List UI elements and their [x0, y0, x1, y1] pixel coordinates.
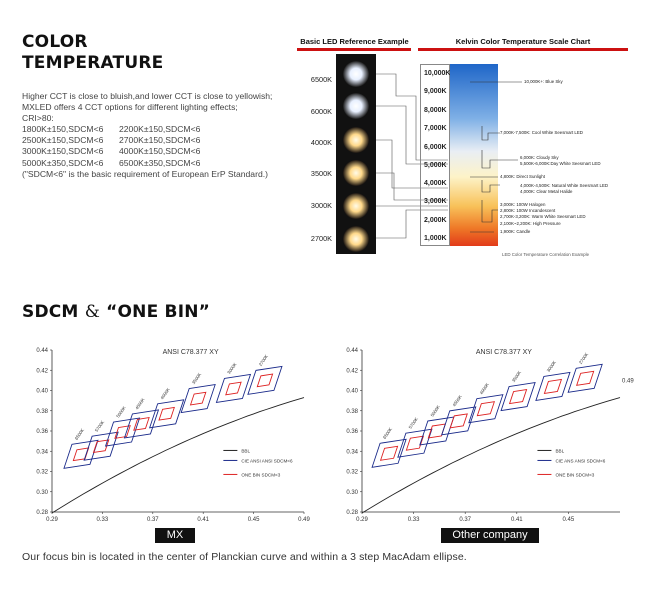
- note-cloudy-sky: 6,000K: Cloudy Sky: [520, 155, 559, 160]
- led-2700k-glow: [343, 226, 369, 252]
- x-tick-label: 0.37: [146, 517, 159, 523]
- scale-7000k: 7,000K: [424, 125, 447, 132]
- scale-9000k: 9,000K: [424, 88, 447, 95]
- erp-footnote: ("SDCM<6" is the basic requirement of European ErP Standard.): [22, 168, 268, 179]
- title-line-2: TEMPERATURE: [22, 53, 164, 73]
- spec-cell: 6500K±350,SDCM<6: [119, 157, 201, 168]
- ansi-bin-quad: [398, 429, 432, 457]
- ansi-bin-quad: [372, 439, 406, 467]
- chart-mx: [30, 340, 320, 530]
- bin-label: 4500K: [134, 397, 146, 411]
- ansi-bin-quad: [106, 418, 140, 446]
- bracket-line: [482, 200, 498, 222]
- onebin-quad: [191, 392, 206, 405]
- kelvin-title: Kelvin Color Temperature Scale Chart: [455, 37, 591, 46]
- desc-line: MXLED offers 4 CCT options for different lighting effects;: [22, 102, 238, 113]
- led-strip: [336, 54, 376, 254]
- badge-mx: MX: [155, 528, 195, 543]
- spec-cell: 2200K±150,SDCM<6: [119, 124, 201, 134]
- bin-label: 4000K: [478, 382, 490, 396]
- extra-axis-label: 0.49: [622, 378, 634, 385]
- color-temperature-title: [22, 32, 163, 74]
- onebin-quad: [577, 371, 594, 385]
- y-tick-label: 0.40: [36, 388, 48, 395]
- sdcm-title: [22, 302, 210, 323]
- ansi-bin-quad: [84, 432, 118, 460]
- ansi-bin-quad: [501, 383, 535, 411]
- bin-label: 5700K: [93, 419, 106, 433]
- ansi-bin-quad: [420, 417, 454, 445]
- spec-row: [22, 135, 268, 146]
- note-cool-white: 7,000K-7,500K: Cool White Seesmart LED: [500, 130, 583, 135]
- led-3500k-glow: [343, 160, 369, 186]
- kelvin-caption: LED Color Temperature Correlation Example: [502, 252, 590, 257]
- led-label-6000k: 6000K: [310, 107, 332, 116]
- bin-label: 3500K: [510, 369, 523, 384]
- ansi-bin-quad: [248, 366, 282, 394]
- y-tick-label: 0.44: [346, 348, 358, 354]
- note-natural-white: 4,000K-4,500K: Natural White Seesmart LED: [520, 183, 609, 188]
- ansi-bin-quad: [442, 407, 476, 435]
- note-incandescent: 2,800K: 100W Incandescent: [500, 208, 556, 213]
- ansi-bin-quad: [150, 400, 184, 428]
- sdcm-title-amp: &: [84, 302, 101, 322]
- scale-6000k: 6,000K: [424, 144, 447, 151]
- onebin-quad: [510, 390, 527, 404]
- bin-label: 6500K: [73, 427, 86, 441]
- led-label-4000k: 4000K: [310, 138, 332, 147]
- note-halogen: 3,000K: 100W Halogen: [500, 202, 546, 207]
- bin-label: 4500K: [451, 394, 463, 408]
- bin-label: 3500K: [190, 371, 203, 386]
- spec-cell: 4000K±150,SDCM<6: [119, 146, 201, 157]
- legend-label-onebin: ONE BIN SDCM<3: [555, 472, 595, 478]
- bin-label: 5700K: [407, 416, 419, 430]
- ansi-bin-quad: [216, 374, 250, 402]
- bracket-line: [482, 180, 500, 192]
- spec-cell: 2700K±150,SDCM<6: [119, 135, 201, 146]
- reference-underline: [297, 48, 411, 51]
- led-label-6500k: 6500K: [310, 75, 332, 84]
- spec-cell: 2500K±150,SDCM<6: [22, 135, 104, 146]
- bbl-curve: [52, 398, 304, 513]
- bracket-line: [482, 126, 500, 140]
- x-tick-label: 0.33: [407, 517, 420, 523]
- x-tick-label: 0.41: [197, 517, 210, 523]
- spec-row: [22, 158, 268, 169]
- description: [22, 91, 302, 125]
- ansi-bin-quad: [124, 410, 158, 438]
- desc-line: CRI>80:: [22, 113, 54, 124]
- spec-cell: 5000K±350,SDCM<6: [22, 157, 104, 168]
- sdcm-title-b: “ONE BIN”: [106, 302, 211, 322]
- scale-2000k: 2,000K: [424, 217, 447, 224]
- x-tick-label: 0.33: [96, 517, 109, 523]
- ansi-bin-quad: [64, 440, 98, 468]
- x-tick-label: 0.41: [510, 517, 523, 523]
- reference-title: Basic LED Reference Example: [300, 37, 409, 46]
- ansi-bin-quad: [469, 395, 503, 423]
- y-tick-label: 0.28: [346, 510, 358, 516]
- sdcm-title-a: SDCM: [22, 302, 79, 322]
- spec-cell: 3000K±150,SDCM<6: [22, 146, 104, 157]
- led-label-3500k: 3500K: [310, 169, 332, 178]
- note-blue-sky: 10,000K+: Blue Sky: [524, 79, 563, 84]
- note-day-white: 5,500K-6,000K:Day White Seesmart LED: [520, 161, 601, 166]
- led-3000k-glow: [343, 193, 369, 219]
- led-4000k-glow: [343, 127, 369, 153]
- x-tick-label: 0.37: [459, 517, 472, 523]
- note-candle: 1,900K: Candle: [500, 229, 531, 234]
- ansi-bin-quad: [568, 364, 602, 392]
- bin-label: 6500K: [381, 426, 394, 440]
- legend-label-bbl: BBL: [241, 448, 251, 454]
- y-tick-label: 0.36: [346, 429, 358, 435]
- onebin-quad: [450, 414, 467, 428]
- y-tick-label: 0.30: [36, 489, 48, 496]
- y-tick-label: 0.32: [36, 469, 48, 476]
- scale-4000k: 4,000K: [424, 180, 447, 187]
- y-tick-label: 0.38: [36, 408, 48, 415]
- onebin-quad: [381, 446, 398, 460]
- bin-label: 4000K: [159, 387, 171, 401]
- y-tick-label: 0.36: [36, 429, 48, 435]
- bin-label: 3000K: [226, 361, 238, 376]
- y-tick-label: 0.28: [36, 510, 48, 516]
- legend-label-ansi: CIE ANS ANSI SDCM<6: [555, 458, 606, 464]
- kelvin-underline: [418, 48, 628, 51]
- spec-row: [22, 124, 268, 135]
- chart-title: ANSI C78.377 XY: [162, 349, 219, 356]
- y-tick-label: 0.38: [346, 408, 358, 415]
- bin-label: 2700K: [577, 351, 590, 365]
- scale-1000k: 1,000K: [424, 235, 447, 242]
- bin-label: 3000K: [545, 359, 558, 374]
- chart-title: ANSI C78.377 XY: [475, 349, 532, 356]
- spec-cell: 1800K±150,SDCM<6: [22, 124, 104, 134]
- led-label-3000k: 3000K: [310, 201, 332, 210]
- ansi-bin-quad: [181, 385, 215, 413]
- scale-5000k: 5,000K: [424, 162, 447, 169]
- onebin-quad: [257, 374, 272, 387]
- chart-other-company: [340, 340, 640, 530]
- scale-3000k: 3,000K: [424, 198, 447, 205]
- legend-label-bbl: BBL: [555, 448, 565, 454]
- note-high-pressure: 2,100K~2,200K: High Pressure: [500, 221, 561, 226]
- y-tick-label: 0.32: [346, 469, 358, 476]
- onebin-quad: [159, 407, 174, 420]
- scale-8000k: 8,000K: [424, 107, 447, 114]
- y-tick-label: 0.34: [36, 449, 48, 456]
- y-tick-label: 0.44: [36, 348, 48, 354]
- y-tick-label: 0.42: [36, 368, 48, 375]
- footer-text: Our focus bin is located in the center of Planckian curve and within a 3 step MacAdam ellipse.: [22, 551, 467, 563]
- y-tick-label: 0.42: [346, 368, 358, 375]
- onebin-quad: [544, 379, 561, 393]
- x-tick-label: 0.49: [298, 517, 310, 523]
- x-tick-label: 0.29: [356, 517, 368, 523]
- x-tick-label: 0.29: [46, 517, 58, 523]
- led-6500k-glow: [343, 61, 369, 87]
- kelvin-notes: [500, 64, 660, 257]
- y-tick-label: 0.34: [346, 449, 358, 456]
- led-label-2700k: 2700K: [310, 234, 332, 243]
- led-6000k-glow: [343, 93, 369, 119]
- note-warm-white: 2,700K-3,200K: Warm White Seesmart LED: [500, 214, 586, 219]
- legend-label-ansi: CIE ANSI ANSI SDCM<6: [241, 458, 293, 464]
- ansi-bin-quad: [536, 372, 570, 400]
- onebin-quad: [226, 382, 241, 395]
- badge-other-company: Other company: [441, 528, 539, 543]
- spec-row: [22, 146, 268, 157]
- x-tick-label: 0.45: [247, 517, 260, 523]
- bin-label: 2700K: [257, 353, 270, 367]
- note-metal-halide: 4,000K: Clear Metal Halide: [520, 189, 573, 194]
- x-tick-label: 0.45: [562, 517, 575, 523]
- y-tick-label: 0.30: [346, 489, 358, 496]
- y-tick-label: 0.40: [346, 388, 358, 395]
- bin-label: 5000K: [115, 405, 127, 419]
- spec-table: [22, 124, 268, 180]
- legend-label-onebin: ONE BIN SDCM<3: [241, 472, 281, 478]
- desc-line: Higher CCT is close to bluish,and lower CCT is close to yellowish;: [22, 91, 273, 101]
- bin-label: 5000K: [429, 404, 441, 418]
- title-line-1: COLOR: [22, 32, 88, 52]
- scale-10000k: 10,000K: [424, 70, 451, 77]
- onebin-quad: [477, 402, 494, 416]
- note-direct-sunlight: 4,800K: Direct Sunlight: [500, 174, 545, 179]
